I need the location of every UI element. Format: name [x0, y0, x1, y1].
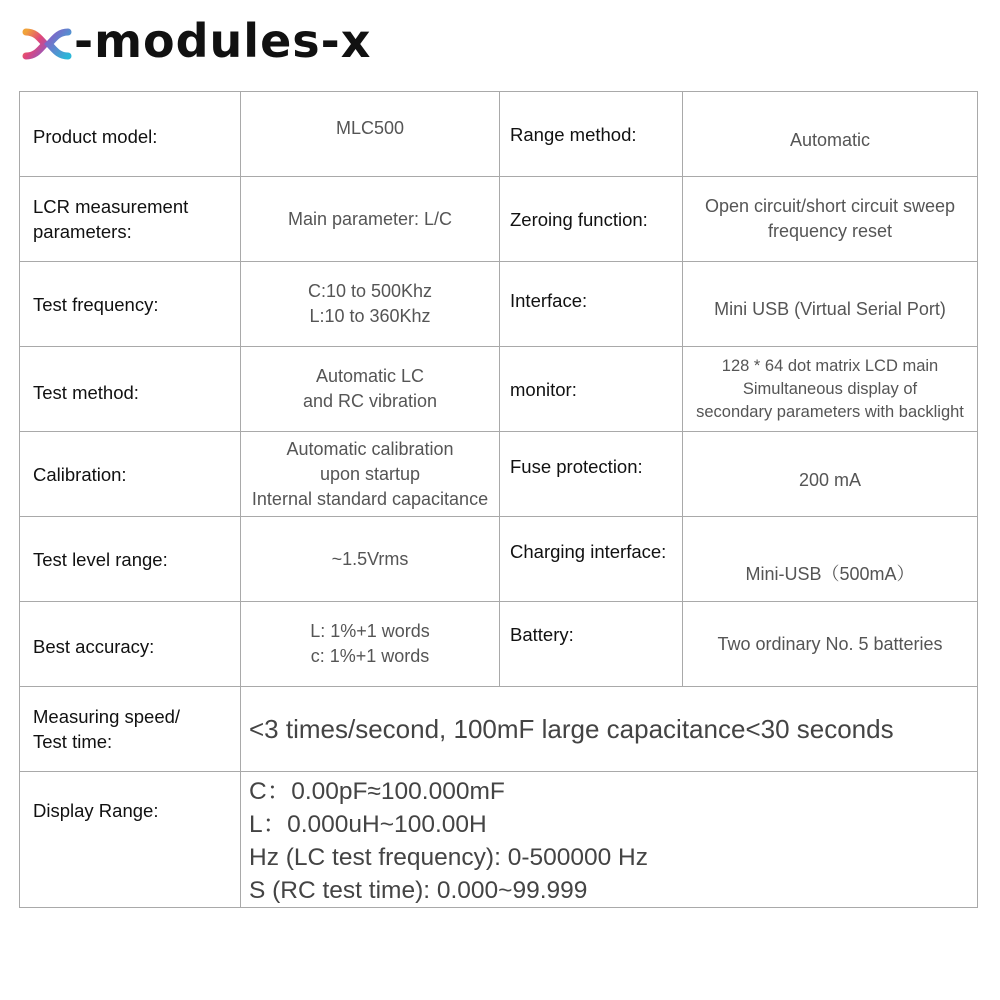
spec-value-line: Open circuit/short circuit sweep	[704, 196, 956, 216]
table-row	[20, 432, 978, 517]
spec-value-line: upon startup	[319, 463, 421, 484]
spec-value-line: secondary parameters with backlight	[696, 402, 964, 421]
spec-label: Product model:	[20, 92, 241, 177]
spec-value	[683, 347, 978, 432]
table-row	[20, 92, 978, 177]
spec-value-line: Internal standard capacitance	[251, 488, 489, 509]
spec-label: Calibration:	[20, 432, 241, 517]
spec-value-line: c: 1%+1 words	[310, 646, 430, 666]
spec-value: <3 times/second, 100mF large capacitance<30 seconds	[241, 687, 978, 772]
spec-label	[20, 177, 241, 262]
spec-value: Two ordinary No. 5 batteries	[683, 602, 978, 687]
spec-value-line: and RC vibration	[302, 391, 438, 411]
table-row	[20, 347, 978, 432]
table-row	[20, 177, 978, 262]
spec-label	[20, 687, 241, 772]
spec-value	[241, 347, 500, 432]
spec-value: 200 mA	[683, 432, 978, 517]
spec-value-line: frequency reset	[767, 221, 893, 241]
spec-label: Battery:	[500, 602, 683, 687]
spec-value: Mini-USB（500mA）	[683, 517, 978, 602]
spec-value-line: Automatic LC	[315, 366, 425, 386]
spec-value	[241, 602, 500, 687]
table-row	[20, 517, 978, 602]
spec-value: Main parameter: L/C	[241, 177, 500, 262]
table-row	[20, 772, 978, 908]
spec-value-line: L:10 to 360Khz	[309, 306, 431, 326]
spec-value: MLC500	[241, 92, 500, 177]
table-row	[20, 262, 978, 347]
spec-value	[683, 177, 978, 262]
spec-value: Mini USB (Virtual Serial Port)	[683, 262, 978, 347]
spec-value-line: C：0.00pF≈100.000mF	[249, 777, 505, 805]
spec-value	[241, 432, 500, 517]
spec-value-line: Simultaneous display of	[742, 379, 918, 398]
spec-label-line: LCR measurement	[33, 196, 189, 217]
spec-label: Test method:	[20, 347, 241, 432]
spec-label: Charging interface:	[500, 517, 683, 602]
spec-label-line: Test time:	[33, 731, 113, 752]
table-row	[20, 687, 978, 772]
spec-value-line: Automatic calibration	[286, 438, 454, 459]
spec-label: Zeroing function:	[500, 177, 683, 262]
spec-value-line: Hz (LC test frequency): 0-500000 Hz	[249, 843, 648, 871]
spec-label: Range method:	[500, 92, 683, 177]
spec-label: Interface:	[500, 262, 683, 347]
spec-table	[19, 91, 978, 908]
spec-value-line: C:10 to 500Khz	[307, 281, 433, 301]
spec-value-line: L: 1%+1 words	[310, 621, 430, 641]
spec-label: Best accuracy:	[20, 602, 241, 687]
brand-header	[22, 14, 372, 68]
spec-label: Fuse protection:	[500, 432, 683, 517]
spec-value-line: 128 * 64 dot matrix LCD main	[721, 356, 939, 375]
spec-label: Test level range:	[20, 517, 241, 602]
spec-value-line: S (RC test time): 0.000~99.999	[249, 876, 588, 904]
brand-name: -modules-x	[74, 14, 372, 68]
spec-value: ~1.5Vrms	[241, 517, 500, 602]
spec-value: Automatic	[683, 92, 978, 177]
spec-value	[241, 262, 500, 347]
x-logo-icon	[22, 22, 72, 66]
spec-label: Test frequency:	[20, 262, 241, 347]
table-row	[20, 602, 978, 687]
spec-label: Display Range:	[20, 772, 241, 908]
spec-value-line: L：0.000uH~100.00H	[249, 810, 487, 838]
spec-label-line: parameters:	[33, 221, 132, 242]
spec-label-line: Measuring speed/	[33, 706, 181, 727]
spec-label: monitor:	[500, 347, 683, 432]
spec-value	[241, 772, 978, 908]
